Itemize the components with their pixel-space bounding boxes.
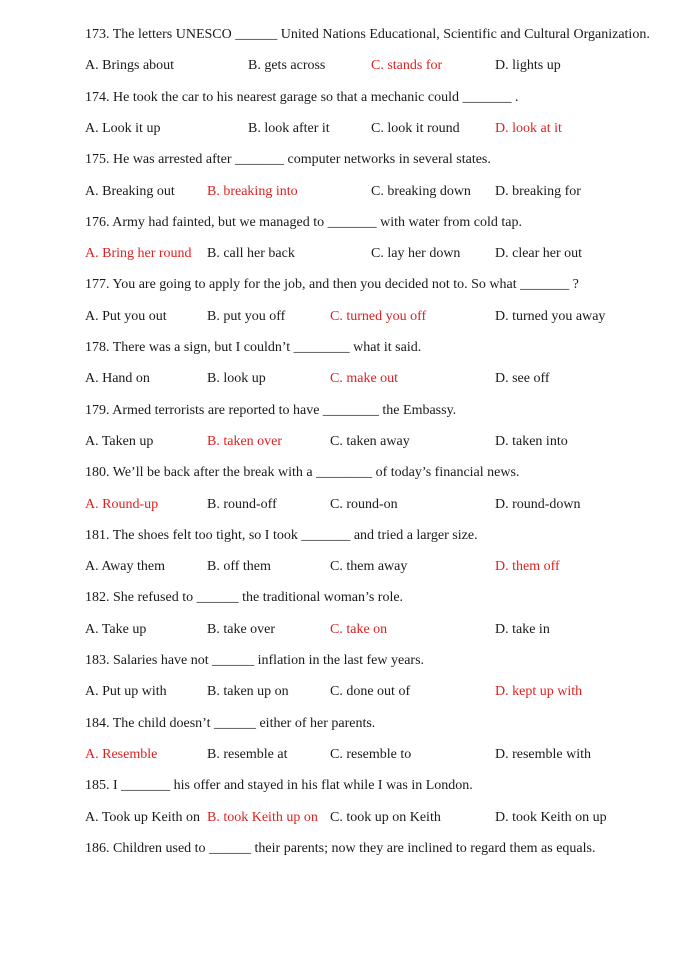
answer-option: A. Put up with [85, 684, 167, 700]
answer-option: C. look it round [371, 120, 460, 136]
answer-option: B. look after it [248, 120, 330, 136]
answer-option-correct: A. Resemble [85, 746, 158, 762]
answer-option-correct: C. turned you off [330, 308, 427, 324]
question-text: 178. There was a sign, but I couldn’t ________ what it said. [85, 340, 422, 355]
answer-option: C. them away [330, 559, 408, 575]
answer-option-correct: B. took Keith up on [207, 809, 318, 825]
answer-option: A. Breaking out [85, 183, 175, 199]
answer-option: D. clear her out [495, 246, 583, 262]
answer-option: B. put you off [207, 308, 286, 324]
answer-option: D. round-down [495, 496, 581, 512]
question-text: 181. The shoes felt too tight, so I took _______ and tried a larger size. [85, 527, 478, 543]
answer-option: B. round-off [207, 496, 277, 512]
answer-option-correct: A. Bring her round [85, 246, 192, 262]
answer-option: A. Take up [85, 621, 147, 637]
question-text: 174. He took the car to his nearest garage so that a mechanic could _______ . [85, 89, 519, 105]
question-text: 183. Salaries have not ______ inflation in the last few years. [85, 653, 425, 668]
answer-option: B. call her back [207, 246, 295, 262]
answer-option: A. Look it up [85, 120, 161, 136]
answer-option-correct: A. Round-up [85, 496, 159, 512]
answer-option: D. took Keith on up [495, 809, 607, 825]
answer-option: D. take in [495, 621, 550, 637]
answer-option-correct: C. take on [330, 621, 388, 637]
question-text: 182. She refused to ______ the traditional woman’s role. [85, 590, 404, 606]
answer-option: A. Hand on [85, 371, 150, 387]
answer-option: A. Brings about [85, 58, 175, 74]
question-text: 173. The letters UNESCO ______ United Nations Educational, Scientific and Cultural Organization. [85, 27, 650, 42]
answer-option: A. Took up Keith on [85, 809, 201, 825]
answer-option: D. taken into [495, 433, 568, 449]
answer-option: B. taken up on [207, 684, 289, 700]
answer-option: B. resemble at [207, 746, 288, 762]
answer-option: D. lights up [495, 58, 561, 74]
answer-option: A. Away them [85, 559, 165, 575]
answer-option: C. took up on Keith [330, 809, 441, 825]
answer-option: C. resemble to [330, 746, 412, 762]
answer-option: D. breaking for [495, 183, 581, 199]
question-text: 180. We’ll be back after the break with a ________ of today’s financial news. [85, 465, 520, 481]
answer-option-correct: D. them off [495, 559, 560, 575]
answer-option: C. lay her down [371, 246, 461, 262]
question-text: 184. The child doesn’t ______ either of her parents. [85, 715, 376, 731]
answer-option: D. see off [495, 371, 550, 387]
question-text: 179. Armed terrorists are reported to have ________ the Embassy. [85, 402, 457, 418]
answer-option-correct: C. stands for [371, 58, 443, 74]
answer-option: C. breaking down [371, 183, 471, 199]
answer-option: C. taken away [330, 433, 410, 449]
answer-option: D. turned you away [495, 308, 606, 324]
question-text: 186. Children used to ______ their parents; now they are inclined to regard them as equals. [85, 840, 596, 856]
question-text: 175. He was arrested after _______ computer networks in several states. [85, 152, 491, 168]
answer-option-correct: B. taken over [207, 433, 283, 449]
question-text: 177. You are going to apply for the job, and then you decided not to. So what _______ ? [85, 277, 579, 293]
answer-option-correct: D. kept up with [495, 684, 583, 700]
answer-option: A. Taken up [85, 433, 154, 449]
question-text: 185. I _______ his offer and stayed in his flat while I was in London. [85, 778, 473, 794]
answer-option: C. round-on [330, 496, 398, 512]
answer-option: B. look up [207, 371, 266, 387]
answer-option: B. off them [207, 559, 271, 575]
answer-option-correct: B. breaking into [207, 183, 298, 199]
answer-option: C. done out of [330, 684, 411, 700]
answer-option-correct: D. look at it [495, 120, 562, 136]
answer-option: B. take over [207, 621, 276, 637]
answer-option: A. Put you out [85, 308, 167, 324]
answer-option: B. gets across [248, 58, 326, 74]
question-text: 176. Army had fainted, but we managed to _______ with water from cold tap. [85, 214, 523, 230]
answer-option: D. resemble with [495, 746, 592, 762]
answer-option-correct: C. make out [330, 371, 399, 387]
